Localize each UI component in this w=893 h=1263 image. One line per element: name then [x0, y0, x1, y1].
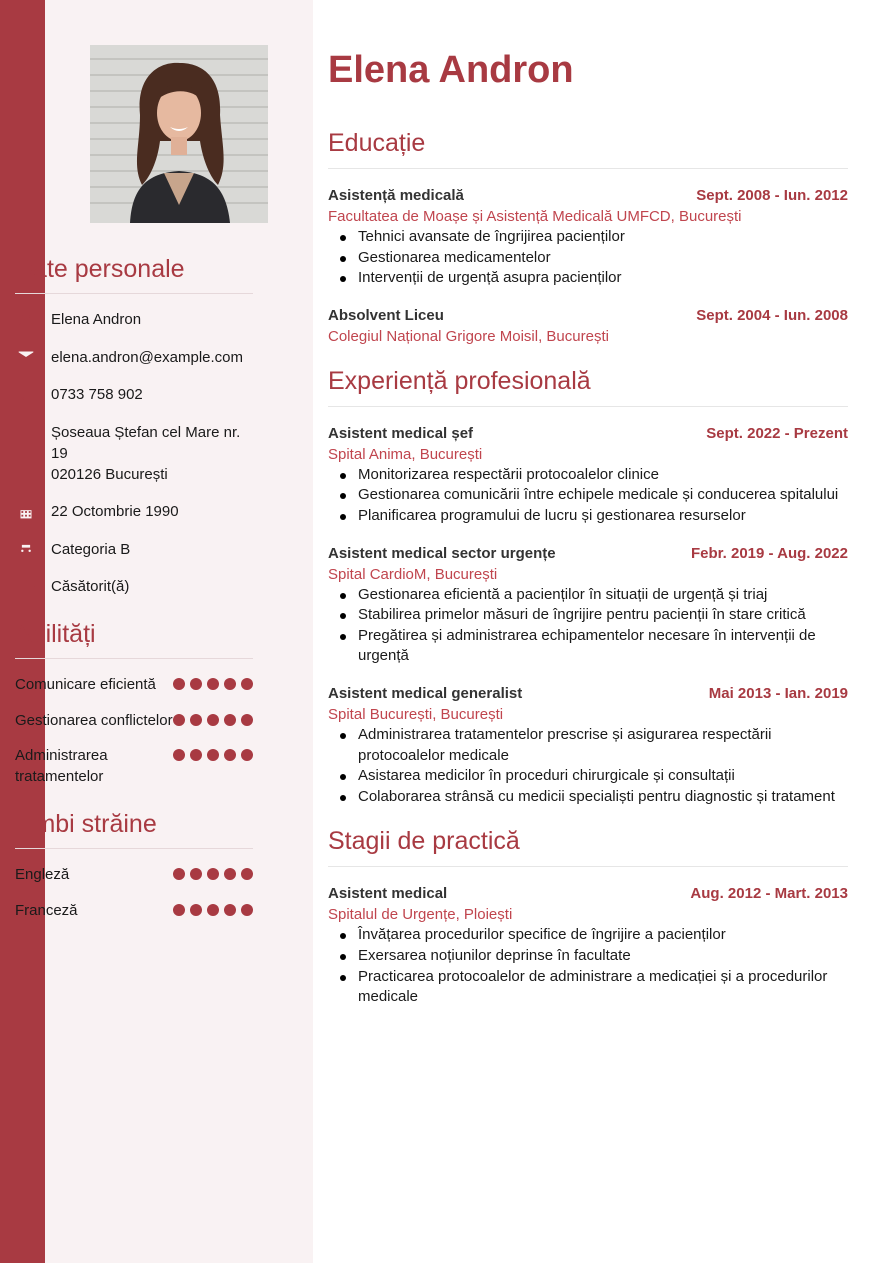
bullet-item: Pregătirea și administrarea echipamentelor necesare în intervenții de urgență [328, 626, 848, 667]
personal-heading: Date personale [15, 255, 253, 294]
bullet-item: Practicarea protocoalelor de administrare a medicației și a procedurilor medicale [328, 967, 848, 1008]
entry-title: Asistență medicală [328, 187, 464, 204]
entry-title: Asistent medical șef [328, 424, 474, 442]
entry-title: Absolvent Liceu [328, 306, 444, 324]
entry-org: Facultatea de Moașe și Asistență Medicală UMFCD, București [328, 208, 742, 225]
contact-text: 0733 758 902 [51, 386, 143, 403]
experience-section [328, 367, 848, 808]
contact-list [15, 309, 253, 597]
entry-title: Asistent medical sector urgențe [328, 544, 556, 562]
education-entry [328, 306, 848, 347]
entry-date: Febr. 2019 - Aug. 2022 [690, 544, 848, 562]
entry-org: Colegiul Național Grigore Moisil, București [328, 327, 609, 345]
profile-photo [90, 45, 268, 223]
car-icon [15, 539, 51, 560]
language-name: Franceză [15, 901, 78, 919]
skills-list [15, 674, 253, 787]
skill-name: Administrarea tratamentelor [15, 747, 108, 785]
mail-icon [15, 347, 51, 368]
bullet-item: Administrarea tratamentelor prescrise și asigurarea respectării protocoalelor medicale [328, 725, 848, 766]
internship-entry [328, 884, 848, 1007]
language-item [15, 864, 253, 885]
skill-item [15, 710, 253, 731]
candidate-name: Elena Andron [328, 49, 574, 91]
entry-org: Spital CardioM, București [328, 565, 498, 583]
bullet-item: Colaborarea strânsă cu medicii specialiști pentru diagnostic și tratament [328, 787, 848, 808]
languages-section [15, 810, 253, 921]
entry-title: Asistent medical generalist [328, 684, 523, 702]
bullet-item: Gestionarea comunicării între echipele medicale și conducerea spitalului [328, 485, 848, 506]
education-heading: Educație [328, 129, 848, 169]
bullet-item: Intervenții de urgență asupra pacienților [328, 268, 848, 289]
contact-address [15, 422, 253, 485]
phone-icon [15, 384, 51, 405]
languages-heading: Limbi străine [15, 810, 253, 849]
entry-date: Sept. 2008 - Iun. 2012 [696, 187, 848, 204]
language-name: Engleză [15, 866, 70, 883]
language-rating [173, 904, 253, 916]
contact-license [15, 539, 253, 560]
bullet-item: Exersarea noțiunilor deprinse în facultate [328, 946, 848, 967]
contact-marital [15, 576, 253, 597]
contact-text: 22 Octombrie 1990 [51, 503, 179, 520]
contact-text[interactable]: elena.andron@example.com [51, 348, 244, 366]
bullet-item: Monitorizarea respectării protocoalelor clinice [328, 465, 848, 486]
heart-icon [15, 576, 51, 597]
entry-date: Sept. 2004 - Iun. 2008 [696, 306, 848, 324]
contact-phone [15, 384, 253, 405]
bullet-item: Gestionarea eficientă a pacienților în situații de urgență și triaj [328, 585, 848, 606]
bullet-item: Tehnici avansate de îngrijirea pacienților [328, 227, 848, 248]
entry-date: Mai 2013 - Ian. 2019 [708, 684, 848, 702]
calendar-icon [15, 501, 51, 522]
contact-birthdate [15, 501, 253, 522]
contact-text: Categoria B [51, 540, 131, 558]
contact-email [15, 347, 253, 368]
internships-section [328, 827, 848, 1007]
skill-rating [173, 678, 253, 690]
bullet-item: Gestionarea medicamentelor [328, 248, 848, 269]
skills-heading: Abilități [15, 620, 253, 659]
skill-item [15, 674, 253, 695]
bullet-item: Planificarea programului de lucru și gestionarea resurselor [328, 506, 848, 527]
entry-date: Aug. 2012 - Mart. 2013 [690, 885, 848, 903]
bullet-item: Asistarea medicilor în proceduri chirurgicale și consultații [328, 766, 848, 787]
contact-name [15, 309, 253, 330]
skills-section [15, 620, 253, 787]
contact-text: Căsătorit(ă) [51, 578, 130, 595]
person-icon [15, 309, 51, 330]
entry-org: Spitalul de Urgențe, Ploiești [328, 906, 513, 924]
skill-rating [173, 714, 253, 726]
skill-item [15, 745, 253, 787]
skill-rating [173, 749, 253, 761]
entry-date: Sept. 2022 - Prezent [706, 424, 848, 442]
skill-name: Comunicare eficientă [15, 676, 156, 693]
entry-org: Spital Anima, București [328, 445, 483, 463]
experience-entry [328, 684, 848, 807]
experience-heading: Experiență profesională [328, 367, 848, 407]
languages-list [15, 864, 253, 921]
skill-name: Gestionarea conflictelor [15, 711, 173, 729]
language-rating [173, 868, 253, 880]
bullet-item: Învățarea procedurilor specifice de îngrijire a pacienților [328, 925, 848, 946]
home-icon [15, 422, 51, 443]
sidebar-content [15, 255, 253, 935]
main-content [328, 48, 848, 1025]
entry-title: Asistent medical [328, 885, 448, 903]
experience-entry [328, 424, 848, 527]
education-entry [328, 186, 848, 289]
language-item [15, 900, 253, 921]
entry-org: Spital București, București [328, 705, 504, 723]
education-section [328, 129, 848, 347]
contact-text: Șoseaua Ștefan cel Mare nr. 19 020126 București [51, 423, 241, 483]
internships-heading: Stagii de practică [328, 827, 848, 867]
experience-entry [328, 544, 848, 667]
bullet-item: Stabilirea primelor măsuri de îngrijire pentru pacienții în stare critică [328, 605, 848, 626]
contact-text: Elena Andron [51, 311, 142, 328]
